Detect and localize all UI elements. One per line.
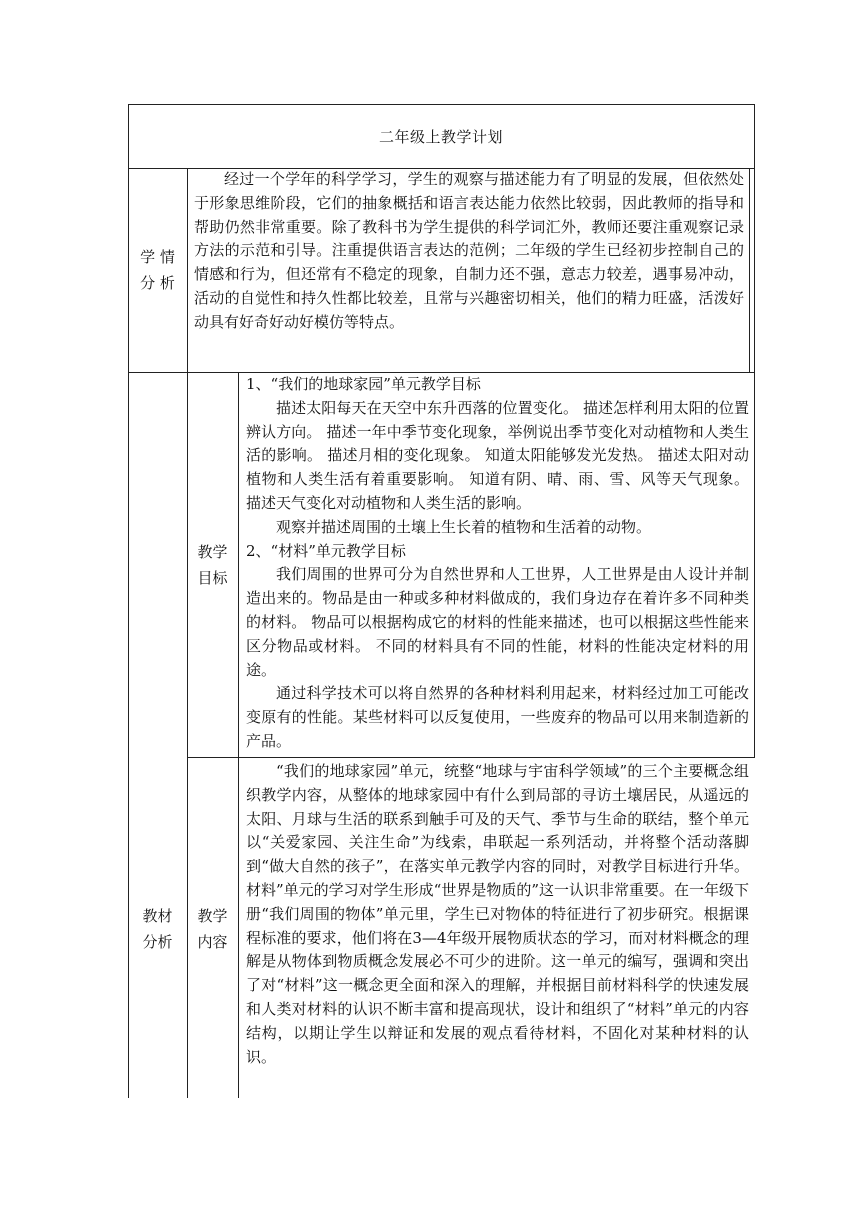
unit2-heading: 2、“材料”单元教学目标: [246, 541, 406, 560]
teaching-content-text: [246, 760, 749, 1069]
teaching-content-label: 教学 内容: [197, 907, 228, 951]
unit2-paragraph-1: 我们周围的世界可分为自然世界和人工世界，人工世界是由人设计并制造出来的。物品是由一种或多种材料做成的，我们身边存在着许多不同种类的材料。 物品可以根据构成它的材料的性能来描述，也可以根据这些性能来区分物品或材料。 不同的材料具有不同的性能，材料的性能决定材料的用途。: [246, 565, 749, 679]
sublabel-column-divider: [238, 372, 239, 1098]
unit2-paragraph-2: 通过科学技术可以将自然界的各种材料利用起来，材料经过加工可能改变原有的性能。某些材料可以反复使用，一些废弃的物品可以用来制造新的产品。: [246, 684, 749, 750]
textbook-analysis-label: 教材 分析: [142, 907, 173, 951]
teaching-content-paragraph: “我们的地球家园”单元，统整“地球与宇宙科学领域”的三个主要概念组织教学内容，从整体的地球家园中有什么到局部的寻访土壤居民，从遥远的太阳、月球与生活的联系到触手可及的天气、季节与生命的联结，整个单元以“关爱家园、关注生命”为线索，串联起一系列活动，并将整个活动落脚到“做大自然的孩子”，在落实单元教学内容的同时，对教学目标进行升华。材料”单元的学习对学生形成“世界是物质的”这一认识非常重要。在一年级下册“我们周围的物体”单元里，学生已对物体的特征进行了初步研究。根据课程标准的要求，他们将在3—4年级开展物质状态的学习，而对材料概念的理解是从物体到物质概念发展必不可少的进阶。这一单元的编写，强调和突出了对“材料”这一概念更全面和深入的理解，并根据目前材料科学的快速发展和人类对材料的认识不断丰富和提高现状，设计和组织了“材料”单元的内容结构，以期让学生以辩证和发展的观点看待材料，不固化对某种材料的认识。: [246, 762, 750, 1066]
teaching-goals-label: 教学 目标: [197, 542, 228, 587]
table-right-border: [754, 104, 755, 758]
unit1-paragraph-2: 观察并描述周围的土壤上生长着的植物和生活着的动物。: [276, 517, 652, 536]
teaching-goals-text: [246, 373, 749, 754]
page-title: 二年级上教学计划: [378, 127, 503, 146]
student-analysis-label: 学 情 分 析: [140, 248, 175, 292]
unit1-heading: 1、“我们的地球家园”单元教学目标: [246, 375, 481, 393]
unit1-paragraph-1: 描述太阳每天在天空中东升西落的位置变化。 描述怎样利用太阳的位置辨认方向。 描述一年中季节变化现象，举例说出季节变化对动植物和人类生活的影响。 描述月相的变化现象。 知道太阳能够发光发热。 描述太阳对动植物和人类生活有着重要影响。 知道有阴、晴、雨、雪、风等天气现象。 描述天气变化对动植物和人类生活的影响。: [246, 398, 749, 512]
student-analysis-text: [194, 168, 744, 335]
inner-right-border: [749, 168, 750, 373]
goals-row-divider: [187, 757, 755, 758]
student-analysis-paragraph: 经过一个学年的科学学习，学生的观察与描述能力有了明显的发展，但依然处于形象思维阶段，它们的抽象概括和语言表达能力依然比较弱，因此教师的指导和帮助仍然非常重要。除了教科书为学生提供的科学词汇外，教师还要注重观察记录方法的示范和引导。注重提供语言表达的范例；二年级的学生已经初步控制自己的情感和行为，但还常有不稳定的现象，自制力还不强，意志力较差，遇事易冲动，活动的自觉性和持久性都比较差，且常与兴趣密切相关，他们的精力旺盛，活泼好动具有好奇好动好模仿等特点。: [194, 170, 744, 331]
